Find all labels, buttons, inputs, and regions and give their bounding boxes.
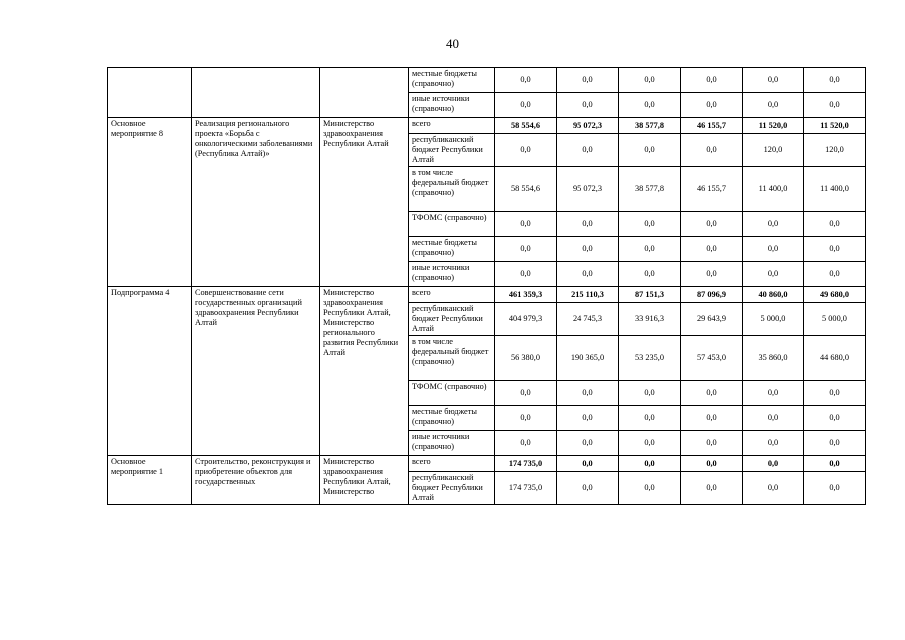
amount-cell: 0,0 xyxy=(619,472,681,505)
amount-cell: 0,0 xyxy=(804,93,866,118)
amount-cell: 0,0 xyxy=(557,431,619,456)
amount-cell: 11 400,0 xyxy=(804,167,866,212)
table-row xyxy=(108,456,866,472)
amount-cell: 0,0 xyxy=(804,381,866,406)
amount-cell: 0,0 xyxy=(743,381,804,406)
funding-source-cell: иные источники (справочно) xyxy=(409,262,495,287)
amount-cell: 95 072,3 xyxy=(557,167,619,212)
amount-cell: 95 072,3 xyxy=(557,118,619,134)
amount-cell: 57 453,0 xyxy=(681,336,743,381)
amount-cell: 0,0 xyxy=(619,237,681,262)
amount-cell: 58 554,6 xyxy=(495,167,557,212)
funding-source-cell: в том числе федеральный бюджет (справочно) xyxy=(409,336,495,381)
amount-cell: 0,0 xyxy=(495,431,557,456)
amount-cell: 190 365,0 xyxy=(557,336,619,381)
amount-cell: 56 380,0 xyxy=(495,336,557,381)
amount-cell: 0,0 xyxy=(557,237,619,262)
budget-table xyxy=(107,67,866,505)
table-body xyxy=(108,68,866,505)
amount-cell: 38 577,8 xyxy=(619,167,681,212)
amount-cell: 58 554,6 xyxy=(495,118,557,134)
executor-cell xyxy=(320,68,409,118)
amount-cell: 0,0 xyxy=(495,134,557,167)
amount-cell: 38 577,8 xyxy=(619,118,681,134)
amount-cell: 404 979,3 xyxy=(495,303,557,336)
executor-cell: Министерство здравоохранения Республики Алтай xyxy=(320,118,409,287)
amount-cell: 40 860,0 xyxy=(743,287,804,303)
amount-cell: 0,0 xyxy=(804,456,866,472)
amount-cell: 87 151,3 xyxy=(619,287,681,303)
amount-cell: 0,0 xyxy=(495,68,557,93)
amount-cell: 0,0 xyxy=(619,431,681,456)
item-name-cell: Совершенствование сети государственных организаций здравоохранения Республики Алтай xyxy=(192,287,320,456)
table-row xyxy=(108,118,866,134)
amount-cell: 0,0 xyxy=(495,237,557,262)
amount-cell: 29 643,9 xyxy=(681,303,743,336)
amount-cell: 44 680,0 xyxy=(804,336,866,381)
amount-cell: 0,0 xyxy=(743,237,804,262)
amount-cell: 53 235,0 xyxy=(619,336,681,381)
item-code-cell xyxy=(108,68,192,118)
amount-cell: 11 520,0 xyxy=(804,118,866,134)
amount-cell: 0,0 xyxy=(681,212,743,237)
amount-cell: 0,0 xyxy=(743,406,804,431)
funding-source-cell: всего xyxy=(409,118,495,134)
amount-cell: 0,0 xyxy=(619,212,681,237)
funding-source-cell: местные бюджеты (справочно) xyxy=(409,406,495,431)
funding-source-cell: республиканский бюджет Республики Алтай xyxy=(409,472,495,505)
amount-cell: 87 096,9 xyxy=(681,287,743,303)
amount-cell: 0,0 xyxy=(743,68,804,93)
amount-cell: 0,0 xyxy=(804,212,866,237)
amount-cell: 0,0 xyxy=(681,262,743,287)
amount-cell: 0,0 xyxy=(804,406,866,431)
amount-cell: 33 916,3 xyxy=(619,303,681,336)
item-code-cell: Основное мероприятие 1 xyxy=(108,456,192,505)
funding-source-cell: местные бюджеты (справочно) xyxy=(409,237,495,262)
amount-cell: 0,0 xyxy=(557,212,619,237)
item-name-cell xyxy=(192,68,320,118)
amount-cell: 0,0 xyxy=(804,472,866,505)
amount-cell: 0,0 xyxy=(619,456,681,472)
amount-cell: 0,0 xyxy=(619,262,681,287)
amount-cell: 215 110,3 xyxy=(557,287,619,303)
amount-cell: 0,0 xyxy=(557,381,619,406)
amount-cell: 0,0 xyxy=(557,93,619,118)
amount-cell: 174 735,0 xyxy=(495,472,557,505)
amount-cell: 0,0 xyxy=(743,262,804,287)
amount-cell: 49 680,0 xyxy=(804,287,866,303)
funding-source-cell: иные источники (справочно) xyxy=(409,93,495,118)
amount-cell: 0,0 xyxy=(681,93,743,118)
funding-source-cell: всего xyxy=(409,456,495,472)
amount-cell: 0,0 xyxy=(743,472,804,505)
amount-cell: 120,0 xyxy=(743,134,804,167)
funding-source-cell: ТФОМС (справочно) xyxy=(409,381,495,406)
amount-cell: 0,0 xyxy=(681,237,743,262)
table-row xyxy=(108,287,866,303)
amount-cell: 120,0 xyxy=(804,134,866,167)
amount-cell: 0,0 xyxy=(681,472,743,505)
amount-cell: 0,0 xyxy=(743,456,804,472)
amount-cell: 0,0 xyxy=(804,431,866,456)
amount-cell: 0,0 xyxy=(681,431,743,456)
amount-cell: 5 000,0 xyxy=(743,303,804,336)
amount-cell: 174 735,0 xyxy=(495,456,557,472)
amount-cell: 5 000,0 xyxy=(804,303,866,336)
amount-cell: 0,0 xyxy=(681,68,743,93)
amount-cell: 0,0 xyxy=(557,472,619,505)
amount-cell: 0,0 xyxy=(495,406,557,431)
amount-cell: 0,0 xyxy=(681,406,743,431)
amount-cell: 11 520,0 xyxy=(743,118,804,134)
amount-cell: 0,0 xyxy=(557,134,619,167)
funding-source-cell: республиканский бюджет Республики Алтай xyxy=(409,303,495,336)
page-number: 40 xyxy=(446,36,459,51)
amount-cell: 11 400,0 xyxy=(743,167,804,212)
amount-cell: 0,0 xyxy=(804,68,866,93)
amount-cell: 461 359,3 xyxy=(495,287,557,303)
amount-cell: 0,0 xyxy=(804,262,866,287)
amount-cell: 46 155,7 xyxy=(681,118,743,134)
funding-source-cell: местные бюджеты (справочно) xyxy=(409,68,495,93)
executor-cell: Министерство здравоохранения Республики Алтай, Министерство xyxy=(320,456,409,505)
item-name-cell: Реализация регионального проекта «Борьба с онкологическими заболеваниями (Республика Алтай)» xyxy=(192,118,320,287)
item-code-cell: Основное мероприятие 8 xyxy=(108,118,192,287)
amount-cell: 0,0 xyxy=(681,456,743,472)
funding-source-cell: в том числе федеральный бюджет (справочно) xyxy=(409,167,495,212)
item-code-cell: Подпрограмма 4 xyxy=(108,287,192,456)
amount-cell: 0,0 xyxy=(681,134,743,167)
amount-cell: 0,0 xyxy=(743,212,804,237)
amount-cell: 0,0 xyxy=(743,93,804,118)
executor-cell: Министерство здравоохранения Республики Алтай, Министерство регионального развития Республики Алтай xyxy=(320,287,409,456)
amount-cell: 0,0 xyxy=(619,134,681,167)
amount-cell: 0,0 xyxy=(619,381,681,406)
amount-cell: 24 745,3 xyxy=(557,303,619,336)
amount-cell: 35 860,0 xyxy=(743,336,804,381)
amount-cell: 0,0 xyxy=(495,381,557,406)
funding-source-cell: республиканский бюджет Республики Алтай xyxy=(409,134,495,167)
funding-source-cell: иные источники (справочно) xyxy=(409,431,495,456)
amount-cell: 0,0 xyxy=(557,406,619,431)
amount-cell: 0,0 xyxy=(619,93,681,118)
amount-cell: 0,0 xyxy=(557,262,619,287)
amount-cell: 0,0 xyxy=(804,237,866,262)
amount-cell: 46 155,7 xyxy=(681,167,743,212)
amount-cell: 0,0 xyxy=(743,431,804,456)
amount-cell: 0,0 xyxy=(495,93,557,118)
funding-source-cell: всего xyxy=(409,287,495,303)
table-row xyxy=(108,68,866,93)
amount-cell: 0,0 xyxy=(619,406,681,431)
item-name-cell: Строительство, реконструкция и приобретение объектов для государственных xyxy=(192,456,320,505)
amount-cell: 0,0 xyxy=(495,212,557,237)
amount-cell: 0,0 xyxy=(619,68,681,93)
funding-source-cell: ТФОМС (справочно) xyxy=(409,212,495,237)
amount-cell: 0,0 xyxy=(681,381,743,406)
amount-cell: 0,0 xyxy=(557,68,619,93)
amount-cell: 0,0 xyxy=(495,262,557,287)
amount-cell: 0,0 xyxy=(557,456,619,472)
